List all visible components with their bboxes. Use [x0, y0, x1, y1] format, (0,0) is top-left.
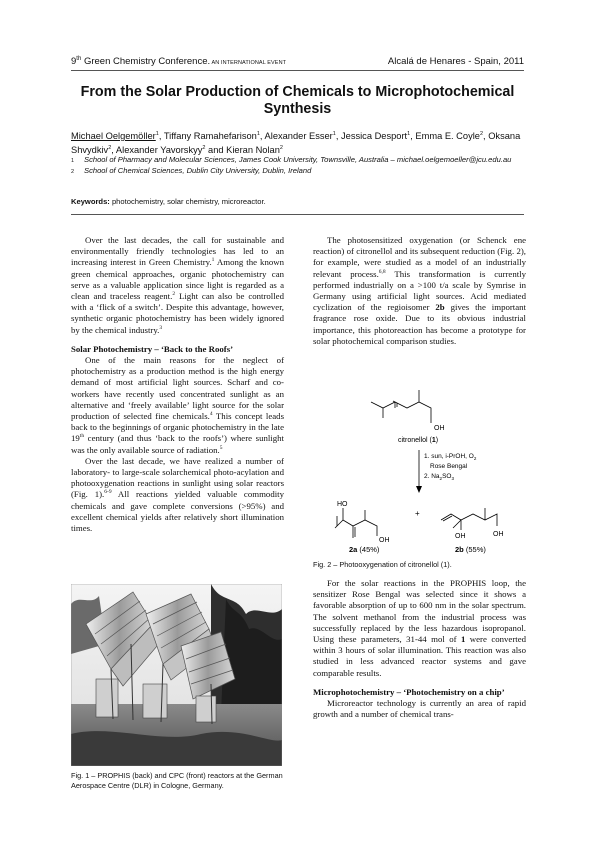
author-affiliation-mark: 2	[202, 145, 206, 152]
author-affiliation-mark: 1	[407, 131, 411, 137]
reaction-scheme	[313, 378, 528, 556]
oxygenation-paragraph: The photosensitized oxygenation (or Schenck ene reaction) of citronellol and its subsequent reduction (Fig. 2), for example, were studied as a model of an industrially relevant process.$^{6,8}$ This transformation is currently performed industrially on a >100 t/a scale by Symrise in Germany using artificial light sources. Acid mediated cyclization of the regioisomer 2b gives the important fragrance rose oxide. Due to its obvious industrial importance, this photoreaction has become a prototype for solar photochemical comparison studies.	[313, 235, 527, 346]
left-column	[71, 235, 284, 534]
section-heading-solar: Solar Photochemistry – ‘Back to the Roofs’	[71, 343, 234, 354]
author-name: Jessica Desport	[341, 131, 408, 142]
oh-label-2a: OH	[379, 537, 390, 544]
oh-label-start: OH	[434, 425, 445, 432]
author-list: Michael Oelgemöller$^1$, Tiffany Ramahefarison$^1$, Alexander Esser$^1$, Jessica Desport$^1$, Emma E. Coyle$^2$, Oksana Shvydkiv$^2$, Alexander Yavorskyy$^2$ and Kieran Nolan$^2$	[71, 131, 521, 156]
product-2b-label: 2b (55%)	[455, 545, 486, 554]
location-header: Alcalá de Henares - Spain, 2011	[387, 56, 524, 67]
author-name: Michael Oelgemöller	[71, 131, 156, 142]
author-name: Alexander Esser	[264, 131, 333, 142]
affiliation-item: 1 School of Pharmacy and Molecular Sciences, James Cook University, Townsville, Australia – michael.oelgemoeller@jcu.edu.au	[71, 155, 512, 164]
right-column	[313, 235, 526, 347]
keywords-rule	[71, 214, 524, 215]
ho-label-2a: HO	[337, 501, 348, 508]
conditions-line-1: 1. sun, i-PrOH, $O_2$	[424, 453, 477, 461]
author-name: Emma E. Coyle	[415, 131, 480, 142]
author-affiliation-mark: 1	[256, 131, 260, 137]
solar-paragraph-2: Over the last decade, we have realized a number of laboratory- to large-scale solarchemical photo-acylation and photooxygenation reactions in sunlight using solar reactors (Fig. 1).$^{6-9}$ All reactions yielded valuable commodity chemicals and gave complete conversions (>95%) and excellent chemical yields after relatively short illumination times.	[71, 455, 285, 534]
keywords: Keywords: photochemistry, solar chemistry, microreactor.	[71, 197, 266, 206]
citronellol-chain	[371, 402, 431, 423]
author-affiliation-mark: 2	[108, 145, 112, 152]
author-name: Alexander Yavorskyy	[115, 145, 203, 156]
author-name: Kieran Nolan	[226, 145, 280, 156]
author-name: Oksana Shvydkiv	[71, 131, 521, 156]
intro-paragraph: Over the last decades, the call for sustainable and environmentally friendly technologies has led to an increasing interest in Green Chemistry.$^1$ Among the known green chemical approaches, organic photochemistry can serve as a valuable application since light is regarded as a clean and traceless reagent.$^2$ Light can also be controlled with a ‘flick of a switch’. Despite this advantage, however, synthetic organic photochemistry has been widely ignored by the chemical industry.$^3$	[71, 235, 284, 335]
product-2a	[335, 508, 377, 538]
oh-label-2b-2: OH	[493, 531, 504, 538]
conference-header: 9th Green Chemistry Conference. AN INTERNATIONAL EVENT	[71, 56, 287, 68]
right-column-lower	[313, 578, 526, 720]
section-heading-micro: Microphotochemistry – ‘Photochemistry on a chip’	[313, 686, 505, 697]
author-affiliation-mark: 1	[332, 131, 336, 137]
reaction-arrow-head	[416, 486, 422, 493]
oh-label-2b-1: OH	[455, 533, 466, 540]
author-affiliation-mark: 2	[479, 131, 484, 137]
affiliations	[71, 155, 524, 176]
reactor-photo	[71, 584, 282, 766]
conditions-line-2: Rose Bengal	[430, 463, 468, 470]
conditions-line-3: 2. $Na_2SO_3$	[424, 473, 454, 481]
author-name: Tiffany Ramahefarison	[163, 131, 257, 142]
paper-title: From the Solar Production of Chemicals to Microphotochemical Synthesis	[80, 84, 515, 117]
prophis-paragraph: For the solar reactions in the PROPHIS loop, the sensitizer Rose Bengal was selected since it shows a favorable absorption of up to 600 nm in the solar spectrum. The solvent methanol from the industrial process was successfully replaced by the less hazardous isopropanol. Using these parameters, 31-44 mol of 1 were converted within 3 hours of solar illumination. This reaction was also studied in less advanced reactor systems and gave comparable results.	[313, 578, 526, 678]
solar-paragraph-1: One of the main reasons for the neglect of photochemistry as a production method is the high energy demand of most artificial light sources. Scharf and co-workers have recently used concentrated sunlight as an alternative and ‘freely available’ light source for the solar production of selected fine chemicals.$^4$ This concept leads back to the beginnings of organic photochemistry in the late 19th century (and thus ‘back to the roofs’) where sunlight was the only available source of radiation.$^5$	[71, 355, 284, 455]
figure-2-caption: Fig. 2 – Photooxygenation of citronellol (1).	[313, 560, 452, 569]
start-label: citronellol (1)	[398, 437, 439, 444]
product-2a-label: 2a (45%)	[349, 545, 380, 554]
affiliation-item: 2 School of Chemical Sciences, Dublin City University, Dublin, Ireland	[71, 165, 312, 175]
figure-1-caption: Fig. 1 – PROPHIS (back) and CPC (front) reactors at the German Aerospace Centre (DLR) in Cologne, Germany.	[71, 771, 283, 790]
plus-sign: +	[415, 509, 420, 518]
header-rule	[71, 70, 524, 71]
author-affiliation-mark: 1	[155, 131, 159, 137]
product-2b	[441, 508, 497, 530]
author-affiliation-mark: 2	[279, 145, 283, 152]
micro-paragraph: Microreactor technology is currently an area of rapid growth and a number of chemical trans-	[313, 698, 526, 720]
